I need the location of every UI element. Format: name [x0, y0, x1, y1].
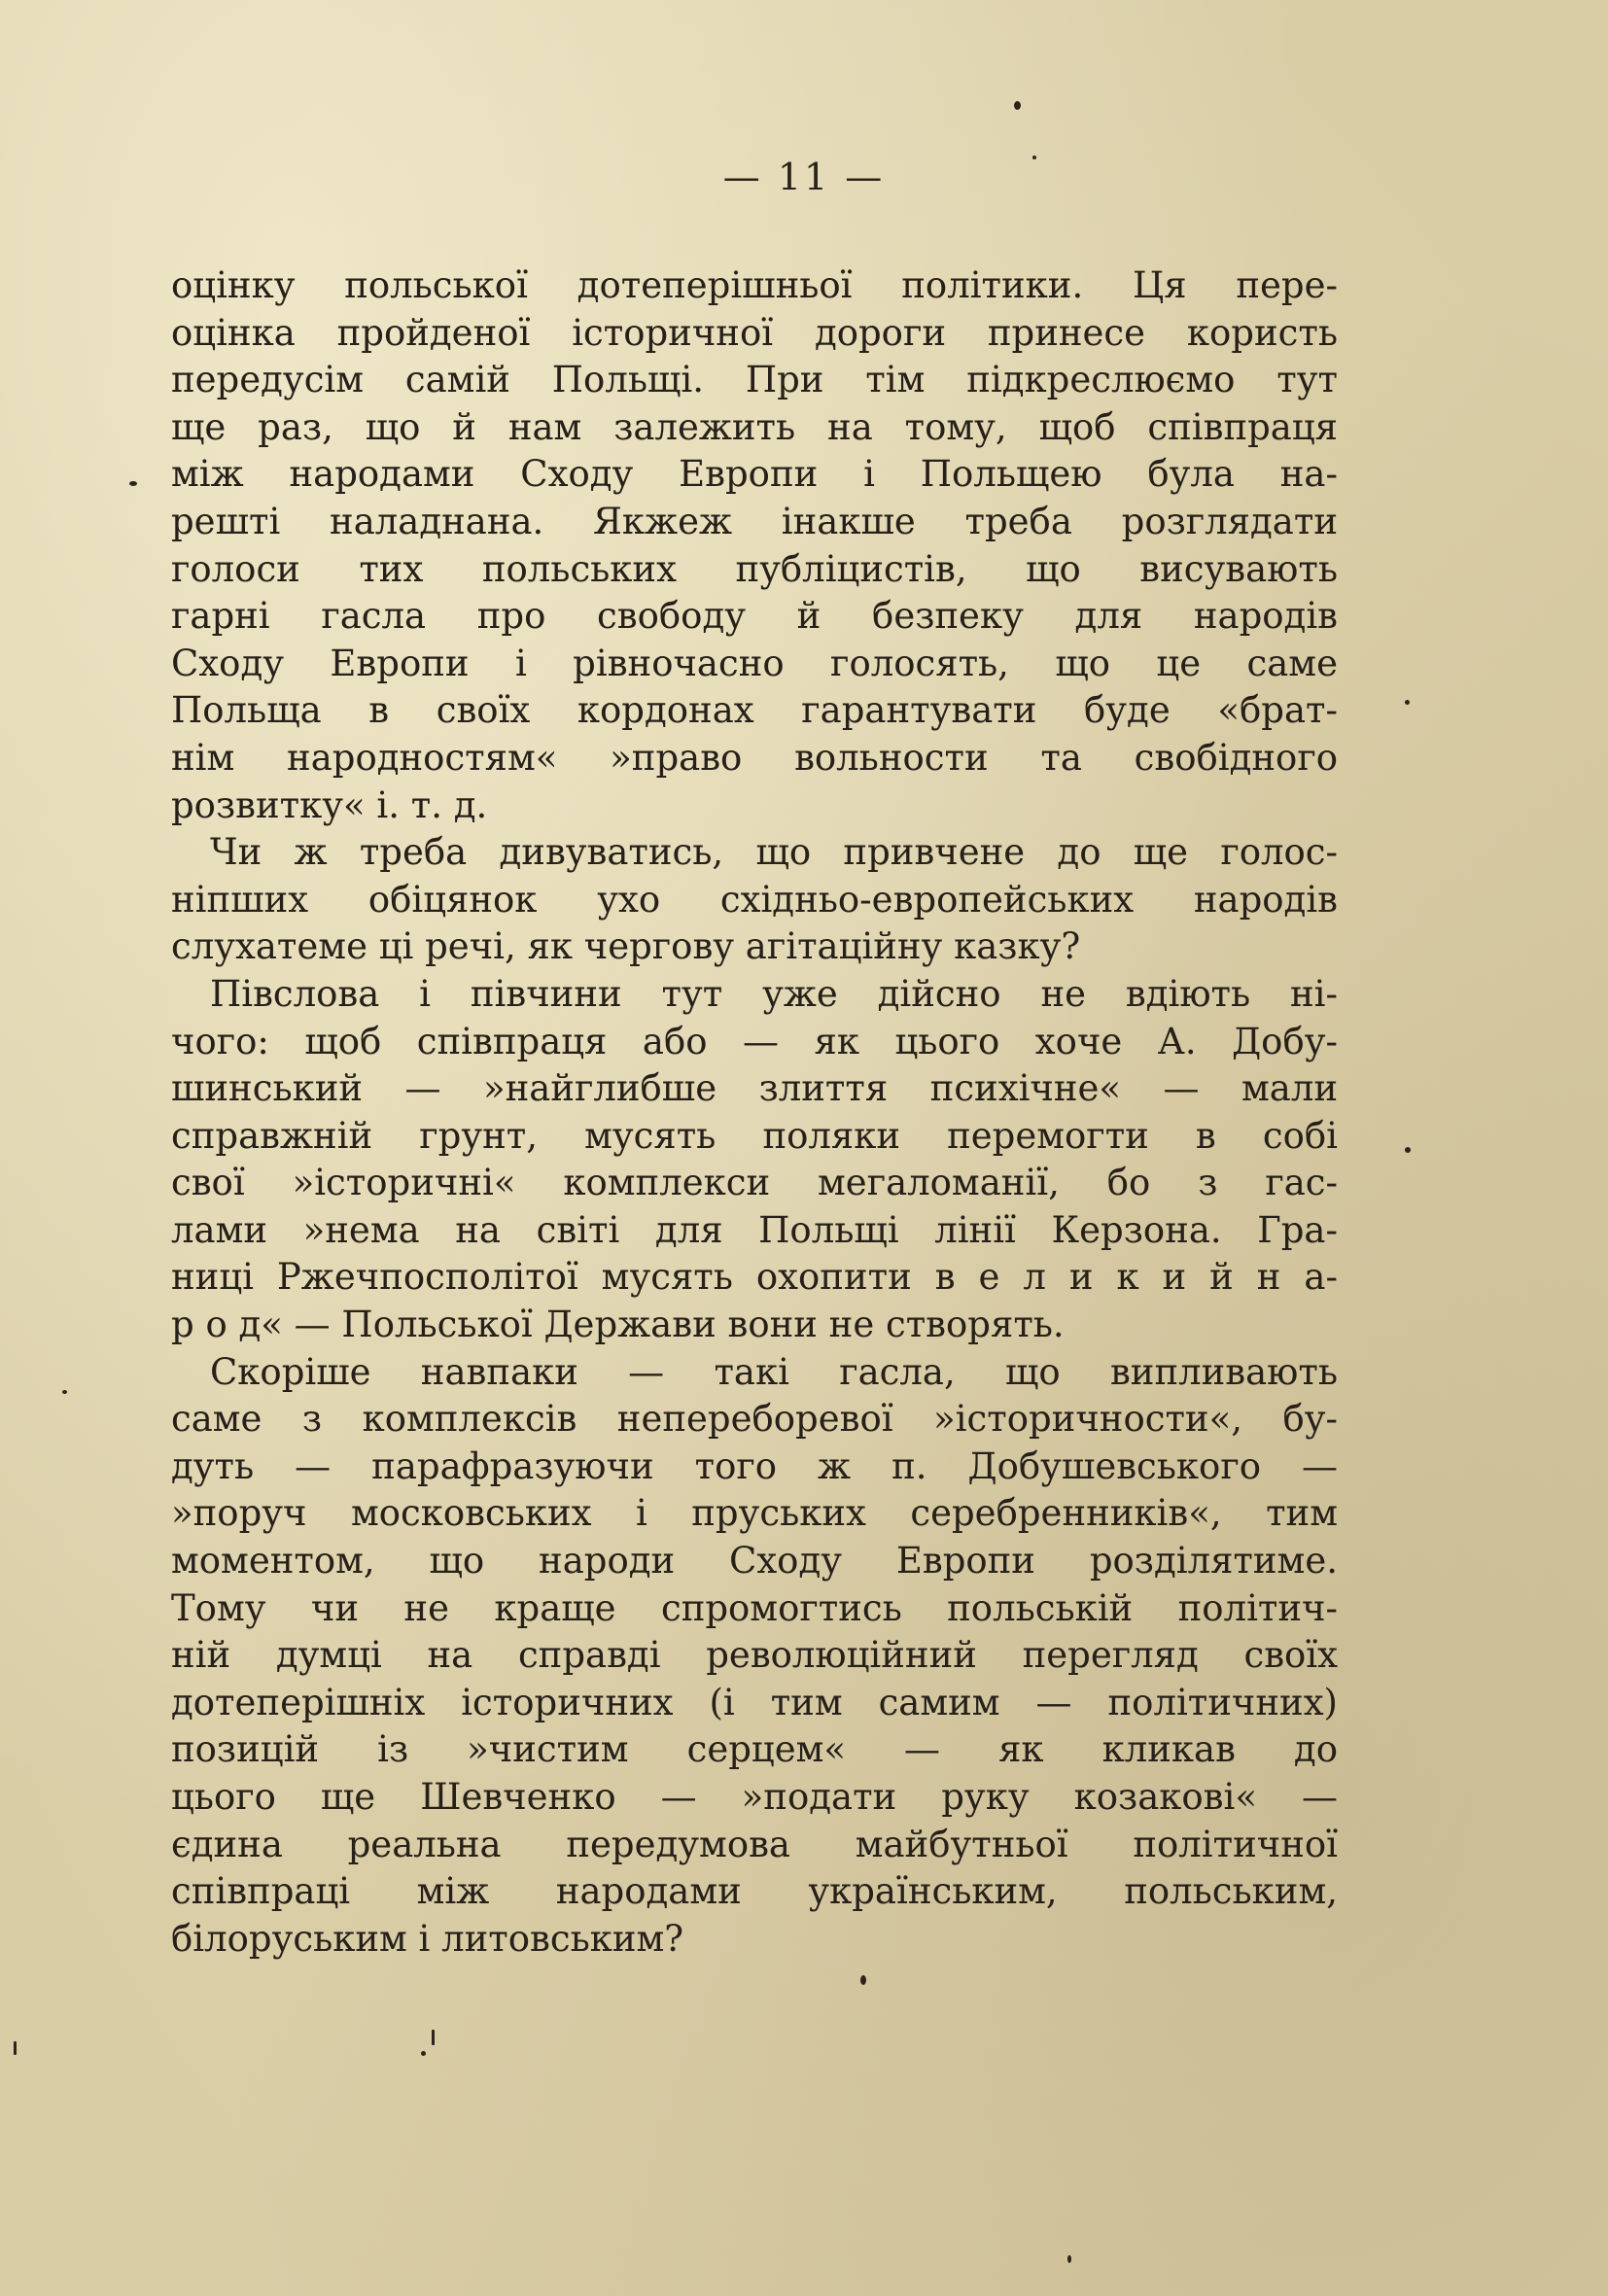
text-line: гарні гасла про свободу й безпеку для народів	[171, 595, 1338, 638]
text-line: свої »історичні« комплекси мегаломанії, бо з гас-	[171, 1162, 1338, 1204]
text-line: Тому чи не краще спромогтись польській політич-	[171, 1586, 1338, 1629]
text-line: нім народностям« »право вольности та свобідного	[171, 736, 1338, 779]
paper-speck	[129, 481, 137, 486]
text-line: Сходу Европи і рівночасно голосять, що це саме	[171, 642, 1338, 684]
text-line: цього ще Шевченко — »подати руку козакові« —	[171, 1776, 1338, 1818]
paper-speck	[1032, 156, 1036, 159]
text-line: Півслова і півчини тут уже дійсно не вдіють ні-	[210, 972, 1338, 1015]
text-line: ніпших обіцянок ухо східньо-европейських народів	[171, 878, 1338, 921]
text-line: дуть — парафразуючи того ж п. Добушевського —	[171, 1444, 1338, 1487]
text-line: шинський — »найглибше злиття психічне« — мали	[171, 1067, 1338, 1110]
text-line: між народами Сходу Европи і Польщею була на-	[171, 453, 1338, 496]
paper-speck	[14, 2041, 17, 2055]
text-line: слухатеме ці речі, як чергову агітаційну казку?	[171, 925, 1081, 968]
paper-speck	[860, 1975, 866, 1985]
text-line: моментом, що народи Сходу Европи розділятиме.	[171, 1540, 1338, 1583]
text-line: єдина реальна передумова майбутньої політичної	[171, 1823, 1338, 1865]
text-line: розвитку« і. т. д.	[171, 783, 488, 826]
paper-speck	[421, 2051, 426, 2056]
paper-speck	[62, 1390, 67, 1394]
text-line: позицій із »чистим серцем« — як кликав до	[171, 1728, 1338, 1771]
text-line: дотеперішніх історичних (і тим самим — політичних)	[171, 1681, 1338, 1723]
paper-speck	[1405, 700, 1410, 705]
text-line: співпраці між народами українським, польським,	[171, 1870, 1338, 1913]
paper-speck	[1405, 1147, 1411, 1153]
text-line: решті наладнана. Якжеж інакше треба розглядати	[171, 500, 1338, 542]
paper-speck	[1067, 2255, 1071, 2263]
text-line: лами »нема на світі для Польщі лінії Керзона. Гра-	[171, 1208, 1338, 1251]
text-line: Чи ж треба дивуватись, що привчене до ще голос-	[210, 831, 1338, 874]
text-line: оцінку польської дотеперішньої політики. Ця пере-	[171, 264, 1338, 306]
text-line: чого: щоб співпраця або — як цього хоче А. Добу-	[171, 1020, 1338, 1062]
paper-speck	[432, 2030, 435, 2045]
page-number: — 11 —	[722, 156, 886, 198]
text-line: ще раз, що й нам залежить на тому, щоб співпраця	[171, 405, 1338, 448]
text-line: ній думці на справді революційний перегляд своїх	[171, 1634, 1338, 1677]
text-line: Польща в своїх кордонах гарантувати буде «брат-	[171, 689, 1338, 732]
text-line: передусім самій Польщі. При тім підкреслюємо тут	[171, 359, 1338, 401]
text-line: ниці Ржечпосполітої мусять охопити в е л и к и й н а-	[171, 1256, 1338, 1299]
paper-speck	[1014, 101, 1021, 110]
text-line: оцінка пройденої історичної дороги принесе користь	[171, 311, 1338, 354]
text-line: Скоріше навпаки — такі гасла, що випливають	[210, 1350, 1338, 1393]
text-line: білоруським і литовським?	[171, 1917, 684, 1960]
text-line: саме з комплексів непереборевої »історичности«, бу-	[171, 1398, 1338, 1441]
body-text	[171, 262, 1338, 1963]
text-line: голоси тих польських публіцистів, що висувають	[171, 547, 1338, 590]
text-line: р о д« — Польської Держави вони не створять.	[171, 1304, 1065, 1346]
text-line: »поруч московських і пруських серебренників«, тим	[171, 1492, 1338, 1535]
text-line: справжній грунт, мусять поляки перемогти в собі	[171, 1114, 1338, 1157]
